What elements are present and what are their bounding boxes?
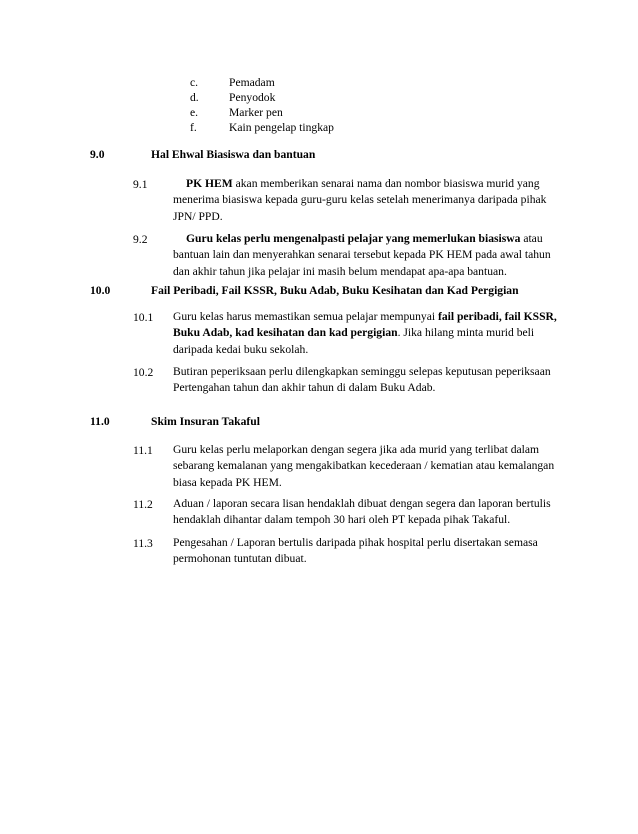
item-number-10-1: 10.1 [133,311,154,324]
list-letter-e: e. [190,106,199,119]
item-text-10-2: Butiran peperiksaan perlu dilengkapkan seminggu selepas keputusan peperiksaan Pertengahan tahun dan akhir tahun di dalam Buku Adab. [173,365,551,395]
item-text-10-1: Guru kelas harus memastikan semua pelajar mempunyai fail peribadi, fail KSSR, Buku Adab, kad kesihatan dan kad pergigian. Jika hilang minta murid beli daripada kedai buku sekolah. [173,310,557,356]
section-title-10: Fail Peribadi, Fail KSSR, Buku Adab, Buku Kesihatan dan Kad Pergigian [151,284,519,297]
item-number-10-2: 10.2 [133,366,154,379]
section-number-9: 9.0 [90,148,105,161]
list-letter-c: c. [190,76,199,89]
item-text-11-1: Guru kelas perlu melaporkan dengan segera jika ada murid yang terlibat dalam sebarang kemalanan yang mengakibatkan kecederaan / kematian atau kemalangan biasa kepada PK HEM. [173,443,555,489]
item-number-9-1: 9.1 [133,178,148,191]
item-text-9-1: PK HEM akan memberikan senarai nama dan nombor biasiswa murid yang menerima biasiswa kepada guru-guru kelas setelah menerimanya daripada pihak JPN/ PPD. [173,177,547,223]
item-number-11-1: 11.1 [133,444,153,457]
section-number-10: 10.0 [90,284,111,297]
section-number-11: 11.0 [90,415,110,428]
section-title-9: Hal Ehwal Biasiswa dan bantuan [151,148,316,161]
list-letter-f: f. [190,121,197,134]
item-number-9-2: 9.2 [133,233,148,246]
item-text-9-2: Guru kelas perlu mengenalpasti pelajar yang memerlukan biasiswa atau bantuan lain dan menyerahkan senarai tersebut kepada PK HEM pada awal tahun dan akhir tahun jika pelajar ini masih belum mendapat apa-apa bantuan. [173,232,551,278]
item-number-11-2: 11.2 [133,498,153,511]
list-text-f: Kain pengelap tingkap [229,121,334,134]
list-text-c: Pemadam [229,76,275,89]
item-text-11-2: Aduan / laporan secara lisan hendaklah dibuat dengan segera dan laporan bertulis hendaklah dihantar dalam tempoh 30 hari oleh PT kepada pihak Takaful. [173,497,551,527]
item-number-11-3: 11.3 [133,537,153,550]
section-title-11: Skim Insuran Takaful [151,415,260,428]
item-text-11-3: Pengesahan / Laporan bertulis daripada pihak hospital perlu disertakan semasa permohonan tuntutan dibuat. [173,536,538,566]
list-letter-d: d. [190,91,199,104]
list-text-d: Penyodok [229,91,276,104]
list-text-e: Marker pen [229,106,283,119]
